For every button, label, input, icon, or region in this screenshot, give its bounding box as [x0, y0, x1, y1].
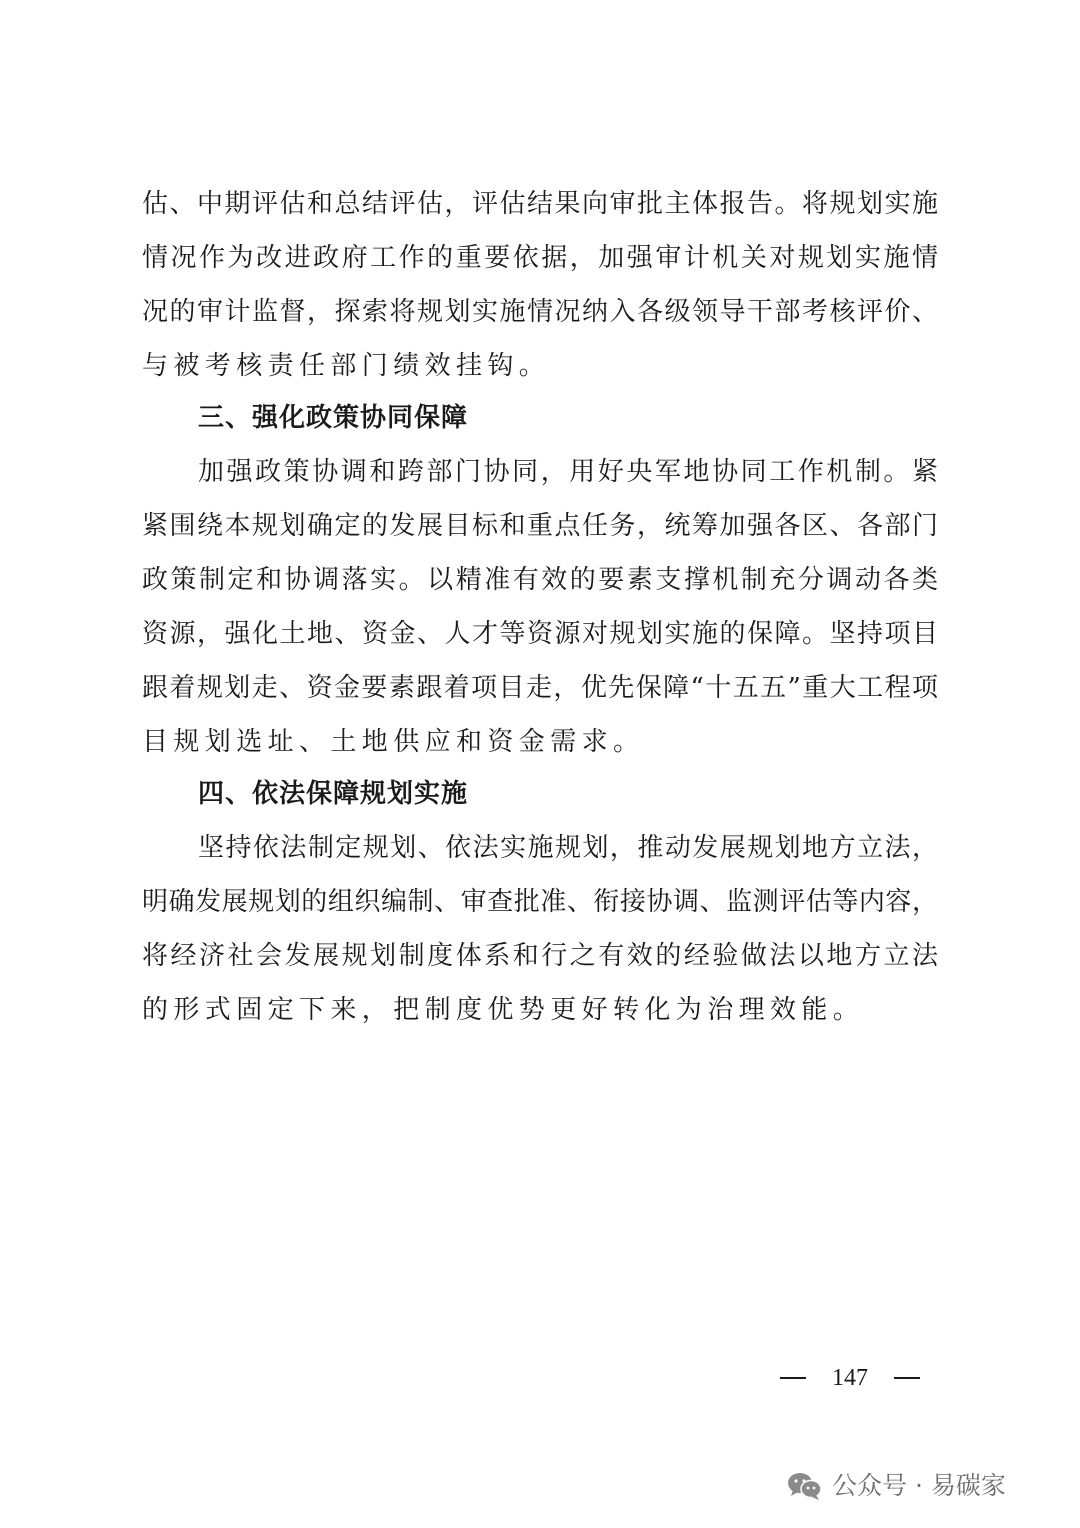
body-text-line: 的形式固定下来，把制度优势更好转化为治理效能。	[142, 995, 865, 1025]
section-heading: 四、依法保障规划实施	[198, 779, 469, 809]
watermark-text: 公众号 · 易碳家	[832, 1471, 1006, 1500]
section-heading: 三、强化政策协同保障	[198, 403, 469, 433]
body-text-line: 政策制定和协调落实。以精准有效的要素支撑机制充分调动各类	[142, 565, 938, 595]
page-number	[780, 1360, 920, 1396]
body-text-line: 估、中期评估和总结评估，评估结果向审批主体报告。将规划实施	[142, 189, 938, 219]
body-text-line: 将经济社会发展规划制度体系和行之有效的经验做法以地方立法	[142, 941, 938, 971]
body-text-line: 明确发展规划的组织编制、审查批准、衔接协调、监测评估等内容，	[142, 887, 938, 917]
body-text-line: 况的审计监督，探索将规划实施情况纳入各级领导干部考核评价、	[142, 297, 938, 327]
body-text-line: 跟着规划走、资金要素跟着项目走，优先保障“十五五”重大工程项	[142, 673, 938, 703]
body-text-line: 情况作为改进政府工作的重要依据，加强审计机关对规划实施情	[142, 243, 938, 273]
page-number-text: 147	[832, 1365, 868, 1391]
dash-left	[780, 1377, 806, 1379]
dash-right	[894, 1377, 920, 1379]
body-text-line: 资源，强化土地、资金、人才等资源对规划实施的保障。坚持项目	[142, 619, 938, 649]
body-text-line: 加强政策协调和跨部门协同，用好央军地协同工作机制。紧	[198, 457, 938, 487]
wechat-icon	[786, 1470, 824, 1502]
body-text-line: 目规划选址、土地供应和资金需求。	[142, 727, 645, 757]
body-text-line: 紧围绕本规划确定的发展目标和重点任务，统筹加强各区、各部门	[142, 511, 938, 541]
body-text-line: 与被考核责任部门绩效挂钩。	[142, 351, 551, 381]
wechat-watermark	[786, 1466, 1006, 1506]
body-text-line: 坚持依法制定规划、依法实施规划，推动发展规划地方立法，	[198, 833, 938, 863]
